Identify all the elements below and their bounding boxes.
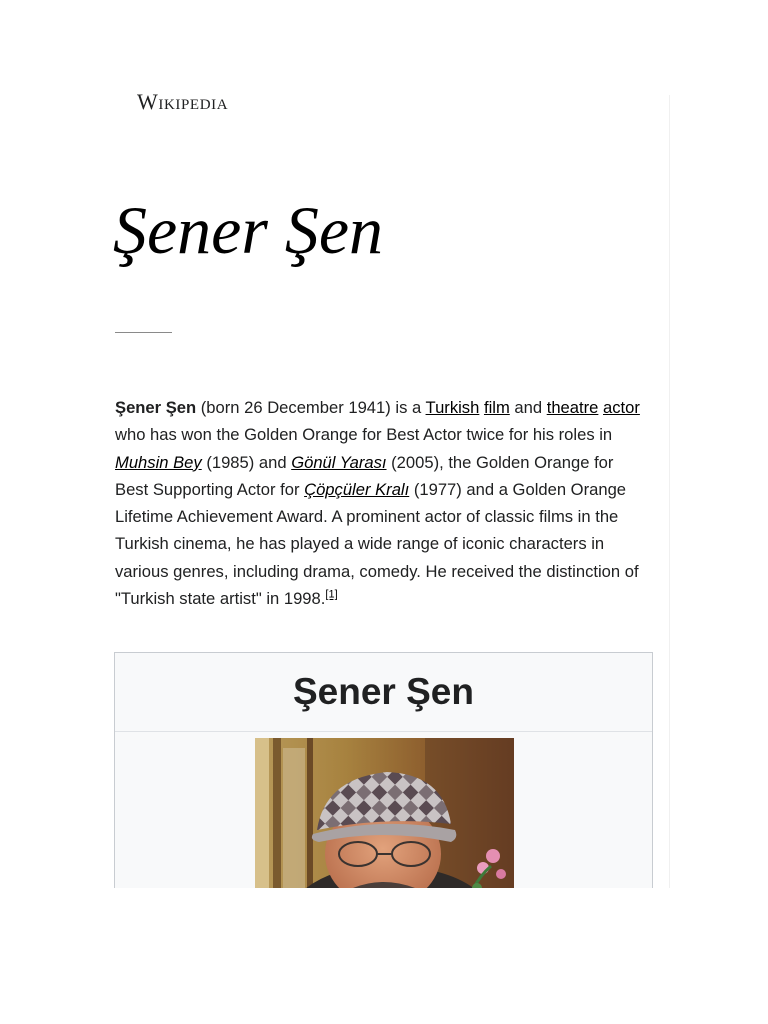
link-gonul-yarasi[interactable]: Gönül Yarası bbox=[291, 452, 387, 472]
lead-text-8: (1977) and a Golden Orange Lifetime Achievement Award. A prominent actor of classic films in the Turkish cinema, he has played a wide range of iconic characters in various genres, including drama, comedy. He received the distinction of "Turkish state artist" in 1998. bbox=[115, 479, 639, 609]
link-actor[interactable]: actor bbox=[603, 398, 640, 417]
infobox-title: Şener Şen bbox=[115, 653, 652, 732]
lead-text-6: (1985) and bbox=[201, 452, 292, 472]
portrait-image bbox=[255, 738, 514, 889]
link-film[interactable]: film bbox=[483, 398, 510, 417]
link-copculer-krali[interactable]: Çöpçüler Kralı bbox=[304, 479, 410, 499]
link-turkish[interactable]: Turkish bbox=[425, 398, 480, 417]
lead-subject: Şener Şen bbox=[115, 398, 197, 417]
link-muhsin-bey[interactable]: Muhsin Bey bbox=[115, 452, 202, 472]
link-theatre[interactable]: theatre bbox=[546, 398, 599, 417]
reference-sup bbox=[325, 589, 337, 601]
portrait-photo[interactable] bbox=[255, 738, 514, 889]
page-title: Şener Şen bbox=[113, 192, 384, 268]
lead-text-3: and bbox=[509, 398, 547, 417]
content-frame-edge bbox=[669, 95, 670, 888]
title-divider bbox=[115, 332, 172, 333]
lead-text-7: (2005), the Golden Orange for Best Supporting Actor for bbox=[115, 452, 614, 499]
reference-link-1[interactable]: [1] bbox=[325, 588, 338, 601]
lead-text-5: who has won the Golden Orange for Best Actor twice for his roles in bbox=[115, 425, 613, 445]
infobox bbox=[114, 652, 653, 889]
wikipedia-wordmark[interactable]: Wikipedia bbox=[137, 89, 229, 114]
lead-paragraph bbox=[115, 394, 645, 612]
lead-text-1: (born 26 December 1941) is a bbox=[196, 398, 426, 417]
bottom-blank-area bbox=[0, 888, 768, 1024]
